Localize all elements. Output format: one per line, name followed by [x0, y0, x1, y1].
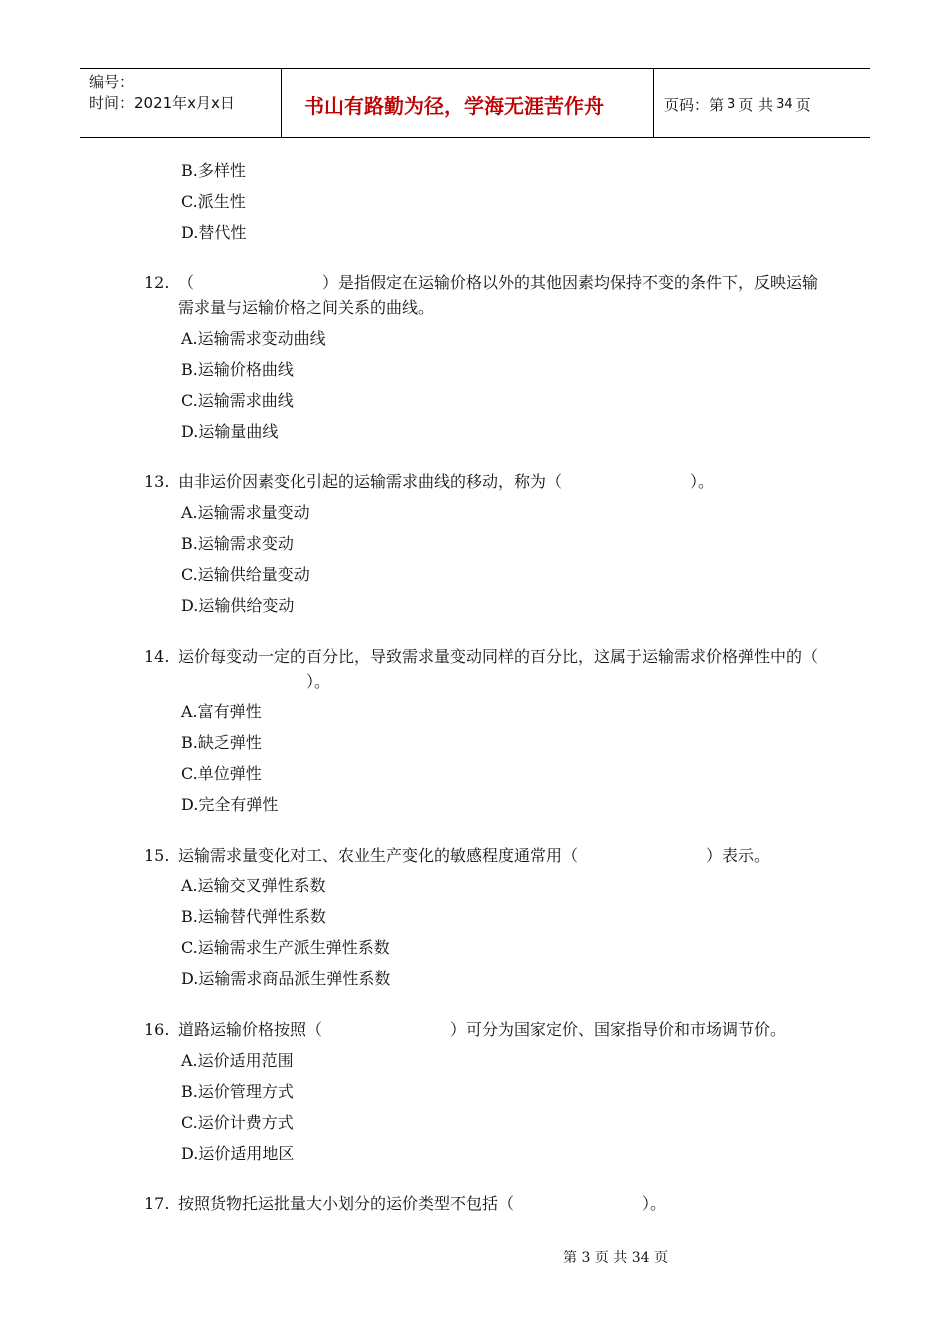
page-prefix: 页码：第: [664, 96, 725, 114]
page-number: 3: [727, 97, 736, 112]
option-item: B.多样性: [181, 161, 246, 180]
question-text-after: ）。: [642, 1194, 667, 1213]
footer-page-count: 第 3 页 共 34 页: [563, 1250, 668, 1266]
question-number: 17.: [144, 1194, 170, 1213]
option-item: C.运输需求曲线: [181, 391, 294, 410]
option-item: C.运输需求生产派生弹性系数: [181, 938, 390, 957]
question-number: 13.: [144, 472, 170, 491]
question-13: [144, 469, 824, 494]
number-label: 编号：: [89, 73, 135, 91]
option-item: D.运价适用地区: [181, 1144, 295, 1163]
question-text-before: 运价每变动一定的百分比，导致需求量变动同样的百分比，这属于运输需求价格弹性中的（: [178, 647, 819, 666]
question-text-before: 按照货物托运批量大小划分的运价类型不包括（: [178, 1194, 515, 1213]
question-number: 15.: [144, 846, 170, 865]
option-item: C.单位弹性: [181, 764, 262, 783]
question-text: [178, 843, 824, 868]
option-item: A.运价适用范围: [181, 1051, 294, 1070]
question-text: [178, 1017, 824, 1042]
question-text-after: ）。: [306, 672, 331, 691]
question-14: [144, 644, 824, 694]
question-text-after: ）是指假定在运输价格以外的其他因素均保持不变的条件下，反映运输需求量与运输价格之间关系的曲线。: [178, 273, 819, 317]
option-item: D.替代性: [181, 223, 247, 242]
option-item: C.派生性: [181, 192, 246, 211]
option-item: B.运输需求变动: [181, 534, 294, 553]
option-item: A.运输交叉弹性系数: [181, 876, 326, 895]
question-12: [144, 270, 824, 320]
option-item: D.运输需求商品派生弹性系数: [181, 969, 391, 988]
option-item: B.运输替代弹性系数: [181, 907, 326, 926]
page-header: [80, 68, 870, 138]
option-item: B.运价管理方式: [181, 1082, 294, 1101]
option-item: B.运输价格曲线: [181, 360, 294, 379]
option-item: A.富有弹性: [181, 702, 262, 721]
question-17: [144, 1191, 824, 1216]
question-text-before: 运输需求量变化对工、农业生产变化的敏感程度通常用（: [178, 846, 579, 865]
page-suffix: 页: [795, 96, 811, 114]
page-total: 34: [776, 97, 793, 112]
header-page-info: [654, 69, 870, 137]
option-item: D.运输量曲线: [181, 422, 279, 441]
question-text-before: 道路运输价格按照（: [178, 1020, 323, 1039]
option-item: C.运输供给量变动: [181, 565, 310, 584]
question-16: [144, 1017, 824, 1042]
header-meta: [80, 69, 281, 137]
question-text-before: 由非运价因素变化引起的运输需求曲线的移动，称为（: [178, 472, 563, 491]
question-text: [178, 1191, 824, 1216]
page-mid: 页 共: [738, 96, 774, 114]
question-number: 16.: [144, 1020, 170, 1039]
question-15: [144, 843, 824, 868]
question-text: [178, 469, 824, 494]
option-item: B.缺乏弹性: [181, 733, 262, 752]
question-text-after: ）可分为国家定价、国家指导价和市场调节价。: [450, 1020, 787, 1039]
option-item: C.运价计费方式: [181, 1113, 294, 1132]
question-number: 14.: [144, 647, 170, 666]
option-item: A.运输需求变动曲线: [181, 329, 326, 348]
question-text: [178, 270, 824, 320]
header-motto: 书山有路勤为径，学海无涯苦作舟: [281, 69, 654, 137]
option-item: D.运输供给变动: [181, 596, 295, 615]
question-text: [178, 644, 824, 694]
question-text-after: ）。: [690, 472, 715, 491]
question-text-after: ）表示。: [706, 846, 771, 865]
option-item: D.完全有弹性: [181, 795, 279, 814]
question-text-before: （: [178, 273, 195, 292]
option-item: A.运输需求量变动: [181, 503, 310, 522]
question-number: 12.: [144, 273, 170, 292]
time-label: 时间：2021年x月x日: [89, 94, 235, 112]
